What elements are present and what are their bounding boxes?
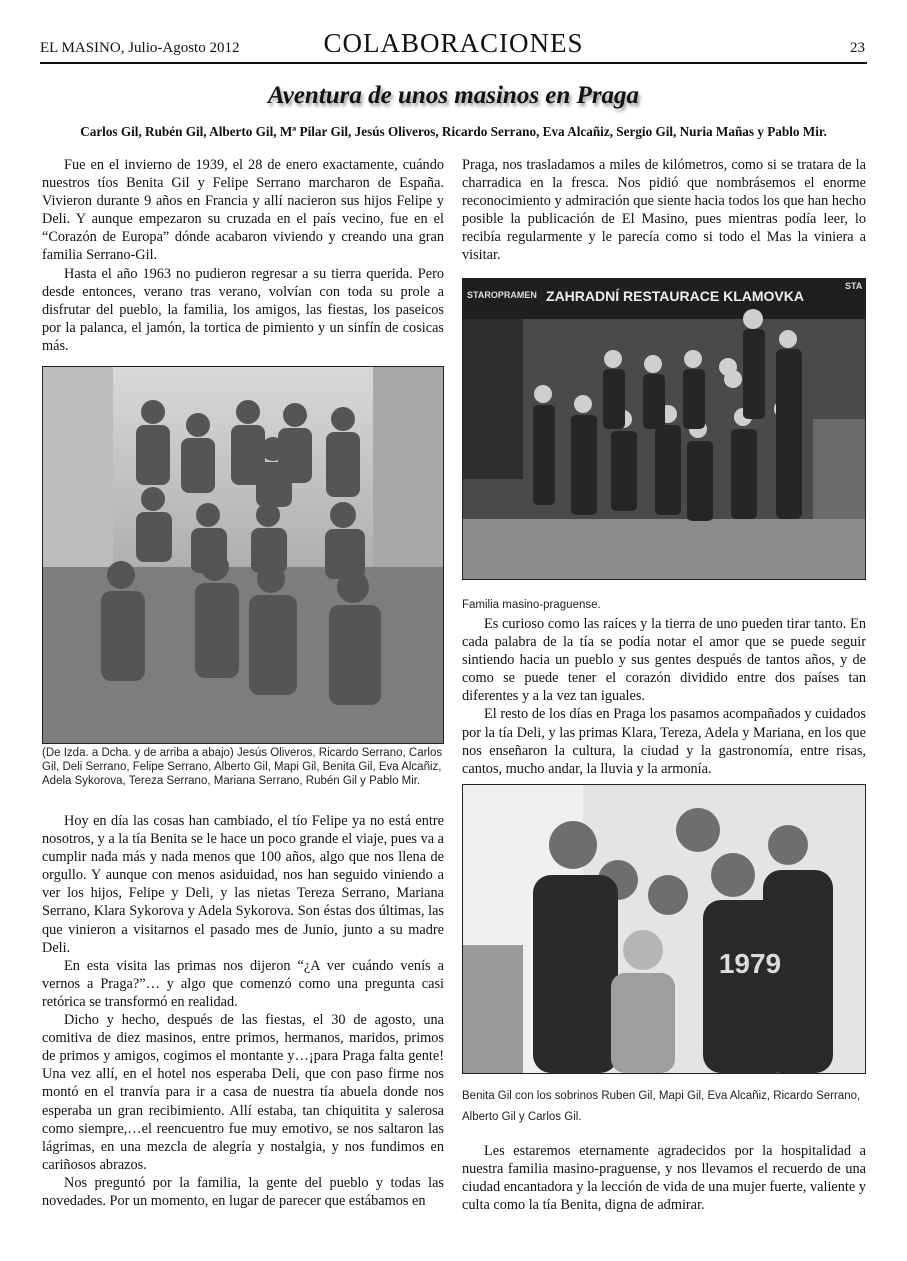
article-title: Aventura de unos masinos en Praga [267,82,640,109]
header-rule [40,62,867,64]
caption-photo-1: (De Izda. a Dcha. y de arriba a abajo) Jesús Oliveros, Ricardo Serrano, Carlos Gil, Deli Serrano, Felipe Serrano, Alberto Gil, Mapi Gil, Benita Gil, Eva Alcañiz, Adela Sykorova, Tereza Serrano, Mariana Serrano, Rubén Gil y Pablo Mir. [42,747,443,788]
paragraph: Dicho y hecho, después de las fiestas, el 30 de agosto, una comitiva de diez masinos, entre primos, hermanos, maridos, primos de primos y amigos, cogimos el montante y…¡para Praga falta gente! Una vez allí, en el hotel nos esperaba Deli, que con paso firme nos montó en el tranvía para ir a casa de nuestra tía abuela donde nos esperaba un gran recibimiento. Allí estaba, tan chiquitita y salerosa como siempre,…el reencuentro fue muy emotivo, se nos saltaron las lágrimas, en una mezcla de alegría y nostalgia, y nos fundimos en cariñosos abrazos. [42,1012,444,1173]
paragraph: Praga, nos trasladamos a miles de kilómetros, como si se tratara de la charradica en la fresca. Nos pidió que nombrásemos el enorme reconocimiento y admiración que siente hacia todos los que han hecho posible la publicación de El Masino, pues mientras podía leer, lo recibía regularmente y le parecía como si todo el Mas la viniera a visitar. [462,157,866,264]
column-2-middle [462,615,866,778]
family-photo-indoor [42,366,444,744]
header-publication: EL MASINO, Julio-Agosto 2012 [40,40,240,56]
sign-brand-left: STAROPRAMEN [467,290,537,300]
article-authors: Carlos Gil, Rubén Gil, Alberto Gil, Mª Pilar Gil, Jesús Oliveros, Ricardo Serrano, Eva Alcañiz, Sergio Gil, Nuria Mañas y Pablo Mir. [80,124,827,139]
column-2-top [462,156,866,265]
shirt-print: 1979 [718,948,782,979]
paragraph: Hasta el año 1963 no pudieron regresar a su tierra querida. Pero desde entonces, verano tras verano, volvían con toda su prole a disfrutar del pueblo, la familia, los amigos, las fiestas, los paseicos por la palanca, el jamón, la tortica de pimiento y un sinfín de cosicas más. [42,265,444,354]
column-1-top [42,156,444,355]
group-photo-restaurant [462,278,866,580]
caption-photo-2: Familia masino-praguense. [462,599,601,611]
restaurant-sign: ZAHRADNÍ RESTAURACE KLAMOVKA [546,288,804,304]
paragraph: Hoy en día las cosas han cambiado, el tío Felipe ya no está entre nosotros, y a la tía Benita se le hace un poco grande el viaje, pues va a cumplir nada más y nada menos que 100 años, algo que nos llena de orgullo. Y aunque con menos asiduidad, nos han seguido viniendo a ver los hijos, Felipe y Deli, y las nietas Tereza Serrano, Mariana Serrano, Klara Sykorova y Adela Sykorova. Son éstas dos últimas, las que vinieron a visitarnos el pasado mes de Junio, junto a su madre Deli. [42,813,444,956]
paragraph: Es curioso como las raíces y la tierra de uno pueden tirar tanto. En cada palabra de la tía se podía notar el amor que se puede seguir sintiendo hacia un pueblo y sus gentes después de tantos años, y de como se puede tener el corazón dividido entre dos países tan diferentes y a la vez tan iguales. [462,616,866,705]
page-number: 23 [850,40,865,56]
benita-nephews-photo [462,784,866,1074]
paragraph: Les estaremos eternamente agradecidos por la hospitalidad a nuestra familia masino-praguense, y nos llevamos el recuerdo de una ciudad encantadora y la lección de vida de una mujer fuerte, valiente y culta como la tía Benita, digna de admirar. [462,1143,866,1214]
paragraph: Fue en el invierno de 1939, el 28 de enero exactamente, cuándo nuestros tíos Benita Gil y Felipe Serrano marcharon de España. Vivieron durante 9 años en Francia y allí nacieron sus hijos Felipe y Deli. Y aunque empezaron su cruzada en el país vecino, fue en el “Corazón de Europa” dónde acabaron viviendo y creando una gran familia Serrano-Gil. [42,157,444,264]
header-section: COLABORACIONES [323,28,584,58]
column-2-bottom [462,1142,866,1214]
paragraph: Nos preguntó por la familia, la gente del pueblo y todas las novedades. Por un momento, en lugar de parecer que estábamos en [42,1174,444,1209]
caption-photo-3: Benita Gil con los sobrinos Ruben Gil, Mapi Gil, Eva Alcañiz, Ricardo Serrano, Alberto Gil y Carlos Gil. [462,1090,861,1123]
paragraph: El resto de los días en Praga los pasamos acompañados y cuidados por la tía Deli, y las primas Klara, Tereza, Adela y Mariana, en los que nos enseñaron la cultura, la ciudad y la gastronomía, entre risas, cantos, mucho andar, la lluvia y la armonía. [462,706,866,777]
paragraph: En esta visita las primas nos dijeron “¿A ver cuándo venís a vernos a Praga?”… y algo que comenzó como una pregunta casi retórica se transformó en realidad. [42,957,444,1010]
sign-brand-right: STA [845,281,863,291]
column-1-bottom [42,812,444,1210]
